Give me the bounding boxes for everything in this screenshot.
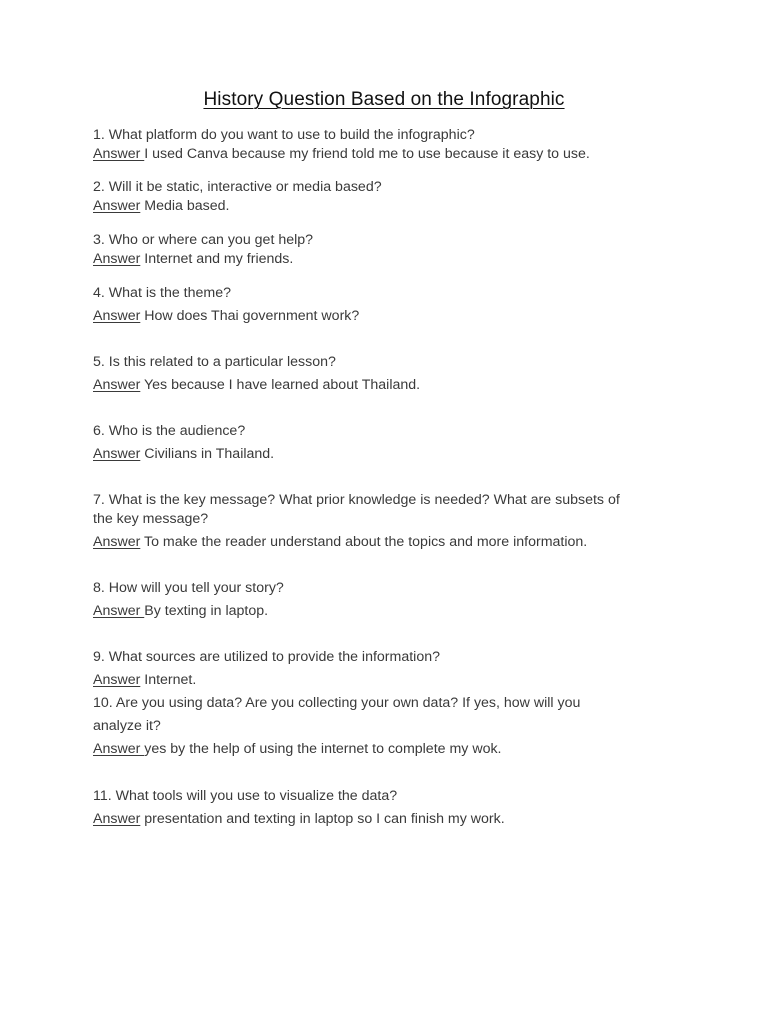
answer-label: Answer <box>93 741 145 757</box>
answer-text: presentation and texting in laptop so I can finish my work. <box>140 811 505 827</box>
answer-text: Media based. <box>140 198 230 214</box>
qa-item-1 <box>93 126 678 164</box>
answer-text: Yes because I have learned about Thailand. <box>140 377 421 393</box>
answer-line <box>93 533 678 552</box>
question-text: 1. What platform do you want to use to build the infographic? <box>93 127 475 143</box>
answer-text: Internet and my friends. <box>140 251 294 267</box>
answer-line <box>93 671 678 690</box>
answer-label: Answer <box>93 534 141 550</box>
answer-line <box>93 445 678 464</box>
qa-item-3 <box>93 231 678 269</box>
answer-text: Civilians in Thailand. <box>140 446 275 462</box>
answer-label: Answer <box>93 446 141 462</box>
answer-text: Internet. <box>140 672 197 688</box>
question-text: 2. Will it be static, interactive or media based? <box>93 179 382 195</box>
qa-item-5 <box>93 353 678 395</box>
qa-item-8 <box>93 579 678 621</box>
answer-line <box>93 740 678 759</box>
answer-label: Answer <box>93 251 141 267</box>
document-title: History Question Based on the Infographic <box>203 89 565 110</box>
qa-item-7 <box>93 491 678 552</box>
answer-label: Answer <box>93 198 141 214</box>
question-text-line-1: 10. Are you using data? Are you collecting your own data? If yes, how will you <box>93 695 581 711</box>
qa-item-4 <box>93 284 678 326</box>
answer-line <box>93 602 678 621</box>
answer-text: By texting in laptop. <box>144 603 269 619</box>
answer-line <box>93 197 678 216</box>
qa-item-11 <box>93 787 678 829</box>
qa-item-9 <box>93 648 678 690</box>
answer-label: Answer <box>93 377 141 393</box>
question-text: 4. What is the theme? <box>93 285 232 301</box>
answer-text: To make the reader understand about the topics and more information. <box>140 534 588 550</box>
answer-label: Answer <box>93 146 145 162</box>
qa-item-2 <box>93 178 678 216</box>
question-text-line-1: 7. What is the key message? What prior knowledge is needed? What are subsets of <box>93 492 620 508</box>
question-text: 9. What sources are utilized to provide the information? <box>93 649 440 665</box>
answer-line <box>93 145 678 164</box>
answer-text: I used Canva because my friend told me to use because it easy to use. <box>144 146 590 162</box>
qa-item-10 <box>93 694 678 759</box>
question-text: 11. What tools will you use to visualize the data? <box>93 788 398 804</box>
question-text-line-2: analyze it? <box>93 718 161 734</box>
answer-line <box>93 376 678 395</box>
question-text: 3. Who or where can you get help? <box>93 232 314 248</box>
question-text: 5. Is this related to a particular lesson? <box>93 354 336 370</box>
answer-label: Answer <box>93 308 141 324</box>
answer-line <box>93 307 678 326</box>
question-text: 8. How will you tell your story? <box>93 580 284 596</box>
question-text-line-2: the key message? <box>93 511 209 527</box>
answer-line <box>93 810 678 829</box>
answer-label: Answer <box>93 672 141 688</box>
qa-item-6 <box>93 422 678 464</box>
answer-label: Answer <box>93 811 141 827</box>
answer-line <box>93 250 678 269</box>
answer-label: Answer <box>93 603 145 619</box>
answer-text: yes by the help of using the internet to complete my wok. <box>144 741 502 757</box>
question-text: 6. Who is the audience? <box>93 423 246 439</box>
answer-text: How does Thai government work? <box>140 308 360 324</box>
